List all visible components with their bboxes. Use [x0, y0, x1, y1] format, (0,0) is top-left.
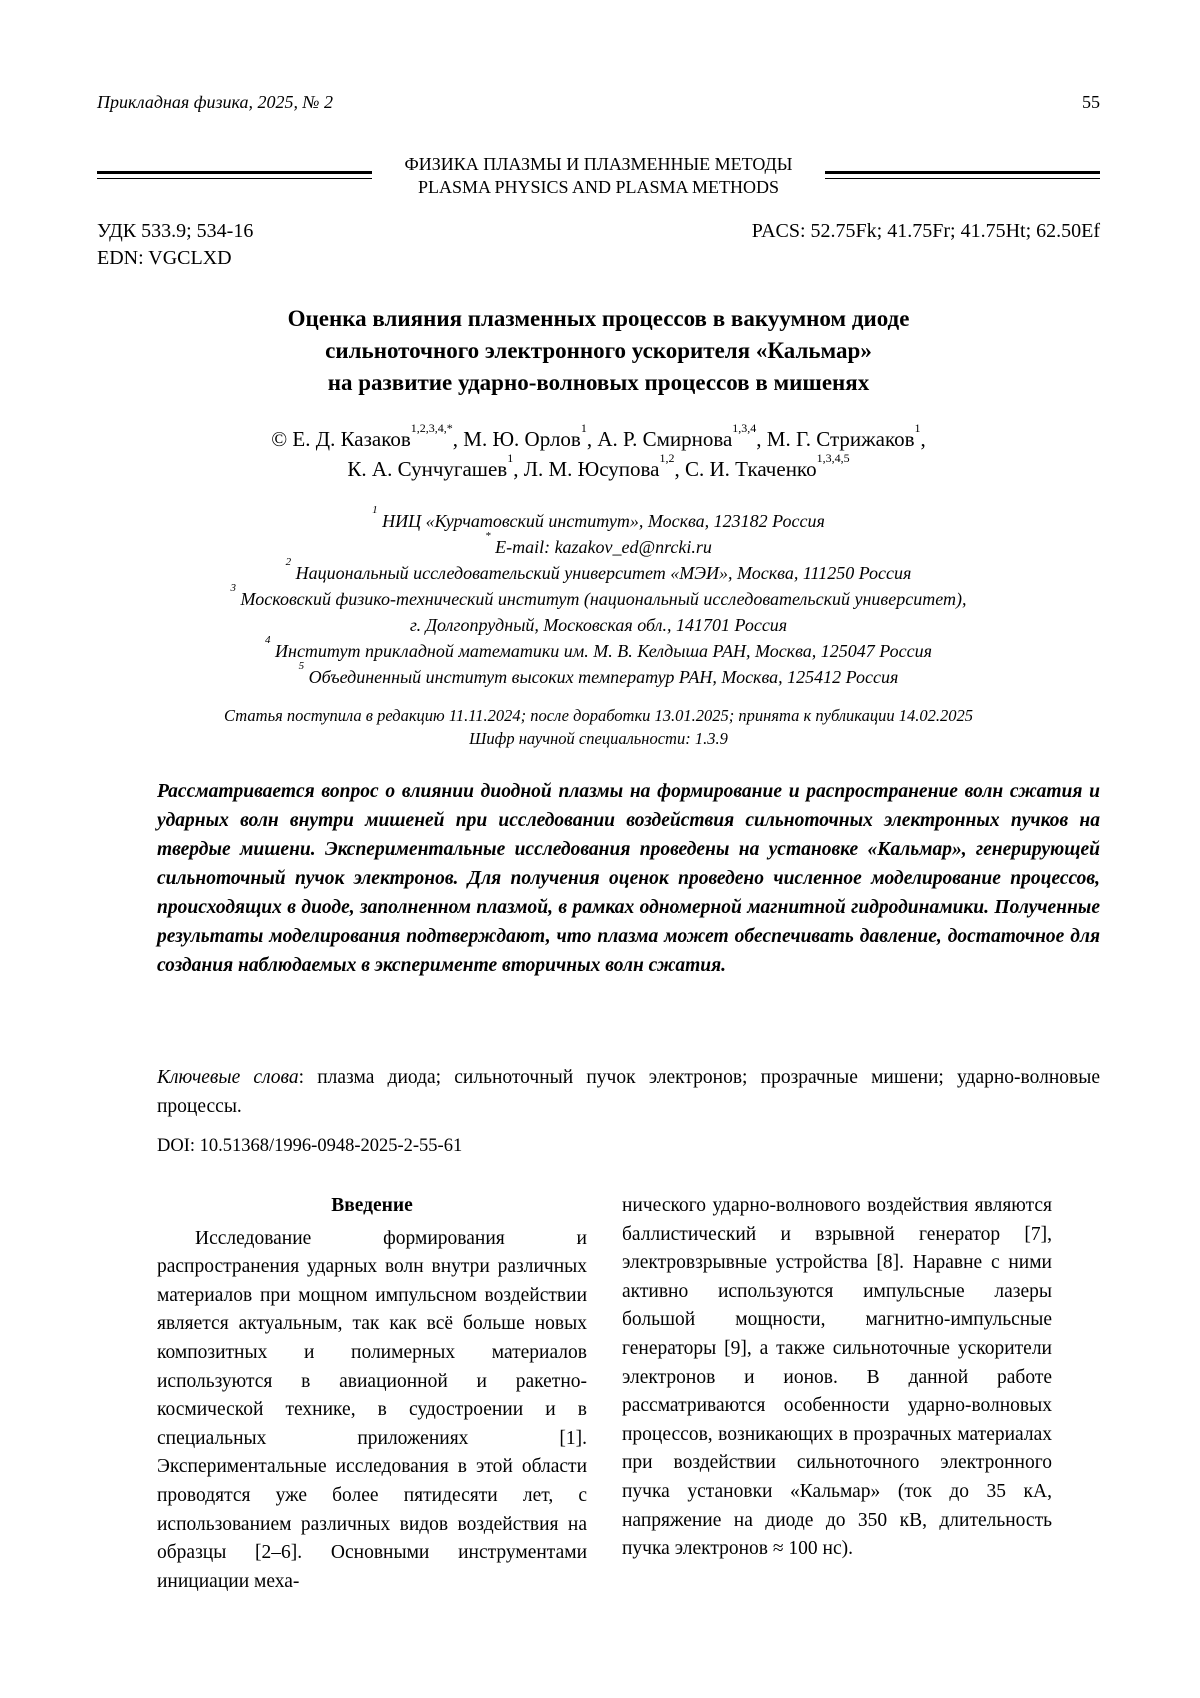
affiliations — [97, 504, 1100, 690]
author-name: , С. И. Ткаченко — [674, 457, 817, 481]
affiliation-continued: г. Долгопрудный, Московская обл., 141701 Россия — [409, 615, 788, 635]
journal-citation: Прикладная физика, 2025, № 2 — [97, 92, 333, 112]
author-name: , А. Р. Смирнова — [586, 427, 733, 451]
body-paragraph: Исследование формирования и распространения ударных волн внутри различных материалов при мощном импульсном воздействии является актуальным, так как всё больше новых композитных и полимерных материалов используются в авиационной и ракетно-космической технике, в судостроении и в специальных приложениях [1]. Экспериментальные исследования в этой области проводятся уже более пятидесяти лет, с использованием различных видов воздействия на образцы [2–6]. Основными инструментами инициации меха- — [157, 1227, 587, 1592]
author-affil-mark: 1,2 — [659, 451, 675, 465]
section-band — [97, 153, 1100, 201]
author-line — [97, 451, 1100, 484]
section-titles — [382, 153, 815, 199]
udk-code: УДК 533.9; 534-16 — [97, 220, 254, 242]
author-affil-mark: 1,3,4,5 — [816, 451, 850, 465]
title-line: на развитие ударно-волновых процессов в мишенях — [327, 370, 870, 395]
running-header — [97, 92, 1100, 118]
affiliation: $^1$ НИЦ «Курчатовский институт», Москва, 123182 Россия — [372, 504, 825, 531]
author-affil-mark: 1 — [580, 421, 587, 435]
author-name: , М. Г. Стрижаков — [756, 427, 915, 451]
author-affil-mark: 1,2,3,4,* — [410, 421, 453, 435]
keywords — [157, 1063, 1100, 1121]
article-title — [97, 303, 1100, 399]
author-line — [97, 421, 1100, 454]
title-line: сильноточного электронного ускорителя «Кальмар» — [325, 338, 872, 363]
edn-code: EDN: VGCLXD — [97, 247, 232, 269]
keywords-label: Ключевые слова — [157, 1067, 299, 1088]
title-line: Оценка влияния плазменных процессов в вакуумном диоде — [287, 306, 910, 331]
author-list — [97, 421, 1100, 484]
doi: DOI: 10.51368/1996-0948-2025-2-55-61 — [157, 1136, 463, 1156]
section-title-ru: ФИЗИКА ПЛАЗМЫ И ПЛАЗМЕННЫЕ МЕТОДЫ — [404, 154, 793, 174]
body-column-right — [622, 1192, 1052, 1564]
received-dates: Статья поступила в редакцию 11.11.2024; после доработки 13.01.2025; принята к публикации 14.02.2025 — [224, 706, 973, 725]
author-affil-mark: 1,3,4 — [732, 421, 757, 435]
author-name: , М. Ю. Орлов — [452, 427, 581, 451]
author-name: © Е. Д. Казаков — [271, 427, 411, 451]
affiliation: $^4$ Институт прикладной математики им. М. В. Келдыша РАН, Москва, 125047 Россия — [265, 634, 932, 661]
identifiers — [97, 218, 1100, 272]
author-name: , Л. М. Юсупова — [513, 457, 660, 481]
keywords-text: : плазма диода; сильноточный пучок электронов; прозрачные мишени; ударно-волновые процессы. — [157, 1067, 1100, 1117]
pacs-codes: PACS: 52.75Fk; 41.75Fr; 41.75Ht; 62.50Ef — [751, 220, 1100, 242]
section-heading-introduction: Введение — [331, 1195, 413, 1216]
section-rule-left — [97, 171, 372, 179]
author-affil-mark: 1 — [914, 421, 921, 435]
abstract: Рассматривается вопрос о влиянии диодной плазмы на формирование и распространение волн сжатия и ударных волн внутри мишеней при исследовании воздействия сильноточных электронных пучков на твердые мишени. Экспериментальные исследования проведены на установке «Кальмар», генерирующей сильноточный пучок электронов. Для получения оценок проведено численное моделирование процессов, происходящих в диоде, заполненном плазмой, в рамках одномерной магнитной гидродинамики. Полученные результаты моделирования подтверждают, что плазма может обеспечивать давление, достаточное для создания наблюдаемых в эксперименте вторичных волн сжатия. — [157, 781, 1100, 976]
body-column-left — [157, 1192, 587, 1596]
specialty-code: Шифр научной специальности: 1.3.9 — [469, 729, 728, 748]
affiliation: $^3$ Московский физико-технический институт (национальный исследовательский университет), — [230, 582, 967, 609]
section-rule-right — [825, 171, 1100, 179]
affiliation: $^5$ Объединенный институт высоких температур РАН, Москва, 125412 Россия — [298, 660, 899, 687]
affiliation: $^2$ Национальный исследовательский университет «МЭИ», Москва, 111250 Россия — [285, 556, 912, 583]
contact-email: * E-mail: kazakov_ed@nrcki.ru — [485, 530, 712, 557]
author-affil-mark: 1 — [507, 451, 514, 465]
page-number: 55 — [1082, 92, 1100, 112]
author-name: К. А. Сунчугашев — [347, 457, 508, 481]
author-separator: , — [920, 427, 926, 451]
article-dates — [97, 704, 1100, 750]
body-paragraph: нического ударно-волнового воздействия являются баллистический и взрывной генератор [7], электровзрывные устройства [8]. Наравне с ними активно используются импульсные лазеры большой мощности, магнитно-импульсные генераторы [9], а также сильноточные ускорители электронов и ионов. В данной работе рассматриваются особенности ударно-волновых процессов, возникающих в прозрачных материалах при воздействии сильноточного электронного пучка установки «Кальмар» (ток до 35 кА, напряжение на диоде до 350 кВ, длительность пучка электронов ≈ 100 нс). — [622, 1195, 1052, 1560]
section-title-en: PLASMA PHYSICS AND PLASMA METHODS — [417, 177, 780, 197]
